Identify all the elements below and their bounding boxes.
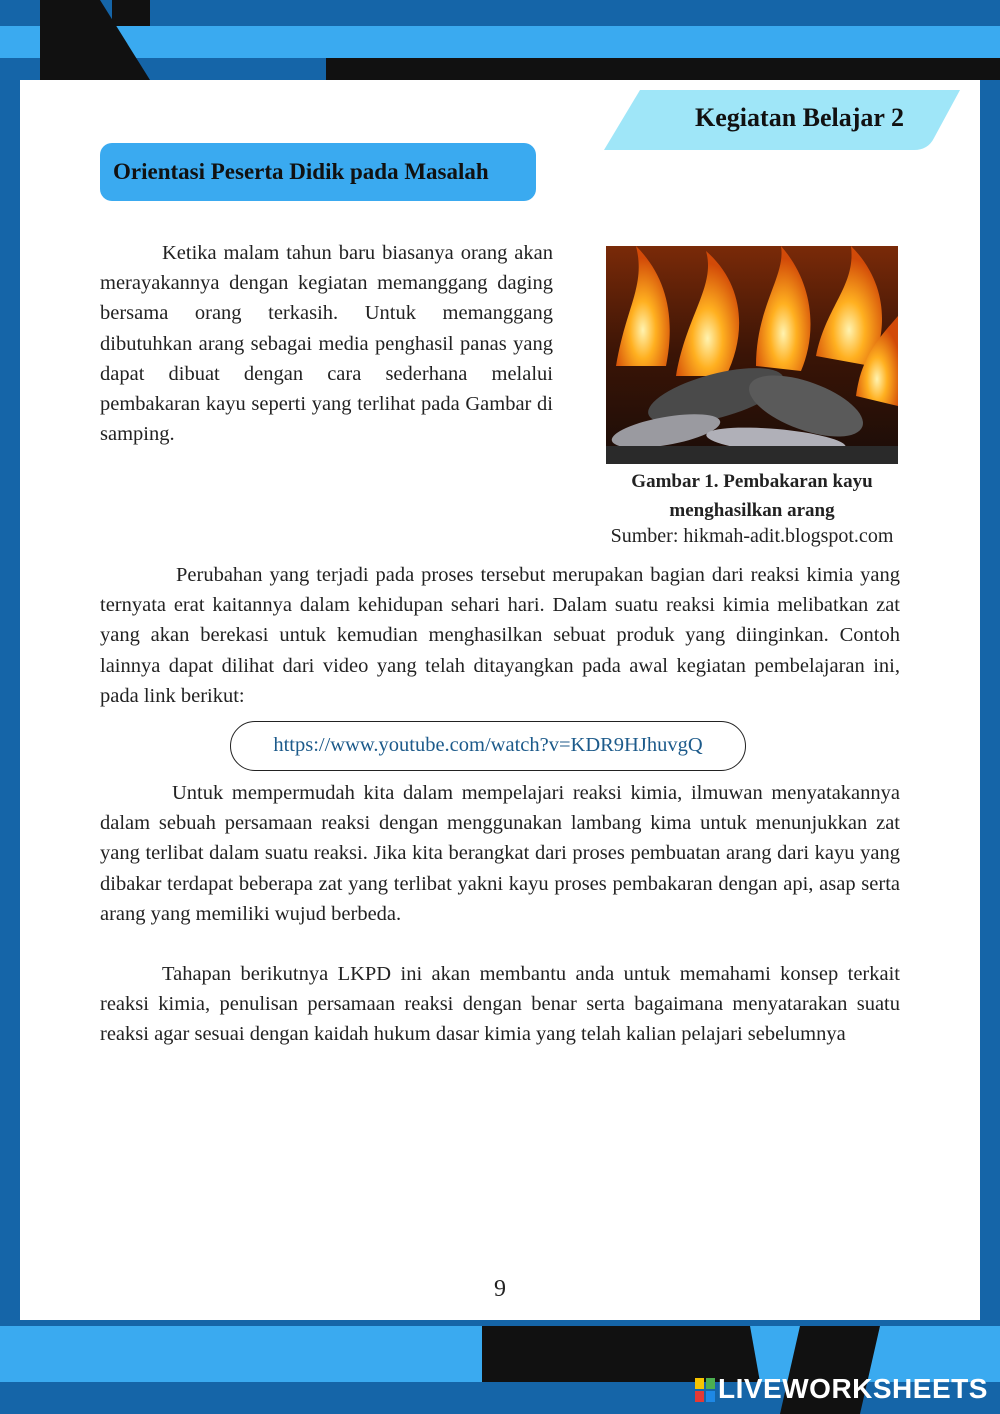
figure-source: Sumber: hikmah-adit.blogspot.com xyxy=(610,525,894,547)
figure-caption: Gambar 1. Pembakaran kayu menghasilkan arang xyxy=(631,471,873,521)
section-tab-label: Kegiatan Belajar 2 xyxy=(695,103,904,132)
section-title: Orientasi Peserta Didik pada Masalah xyxy=(100,143,536,201)
paragraph-equation: Untuk mempermudah kita dalam mempelajari reaksi kimia, ilmuwan menyatakannya dalam sebuah persamaan reaksi dengan menggunakan lambang kima untuk menunjukkan zat yang terlibat dalam suatu reaksi. Jika kita berangkat dari proses pembuatan arang dari kayu yang dibakar terdapat beberapa zat yang terlibat yakni kayu proses pembakaran dengan api, asap serta arang yang memiliki wujud berbeda. xyxy=(100,782,900,925)
campfire-photo xyxy=(606,246,898,464)
liveworksheets-logo-icon xyxy=(695,1378,715,1402)
page-number: 9 xyxy=(494,1276,506,1302)
paragraph-next-steps: Tahapan berikutnya LKPD ini akan membantu anda untuk memahami konsep terkait reaksi kimia, penulisan persamaan reaksi dengan benar serta bagaimana menyatarakan suatu reaksi agar sesuai dengan kaidah hukum dasar kimia yang telah kalian pelajari sebelumnya xyxy=(100,963,900,1046)
paragraph-reaction: Perubahan yang terjadi pada proses tersebut merupakan bagian dari reaksi kimia yang ternyata erat kaitannya dalam kehidupan sehari hari. Dalam suatu reaksi kimia melibatkan zat yang akan berekasi untuk kemudian menghasilkan sebuat produk yang diinginkan. Contoh lainnya dapat dilihat dari video yang telah ditayangkan pada awal kegiatan pembelajaran ini, pada link berikut: xyxy=(100,564,900,707)
top-decorative-band xyxy=(0,0,1000,80)
liveworksheets-watermark: LIVEWORKSHEETS xyxy=(718,1373,988,1404)
frame-right-border xyxy=(980,0,1000,1414)
paragraph-intro: Ketika malam tahun baru biasanya orang akan merayakannya dengan kegiatan memanggang daging bersama orang terkasih. Untuk memanggang dibutuhkan arang sebagai media penghasil panas yang dapat dibuat dengan cara sederhana melalui pembakaran kayu seperti yang terlihat pada Gambar di samping. xyxy=(100,242,553,446)
frame-left-border xyxy=(0,0,20,1414)
youtube-link[interactable]: https://www.youtube.com/watch?v=KDR9HJhuvgQ xyxy=(230,721,746,771)
